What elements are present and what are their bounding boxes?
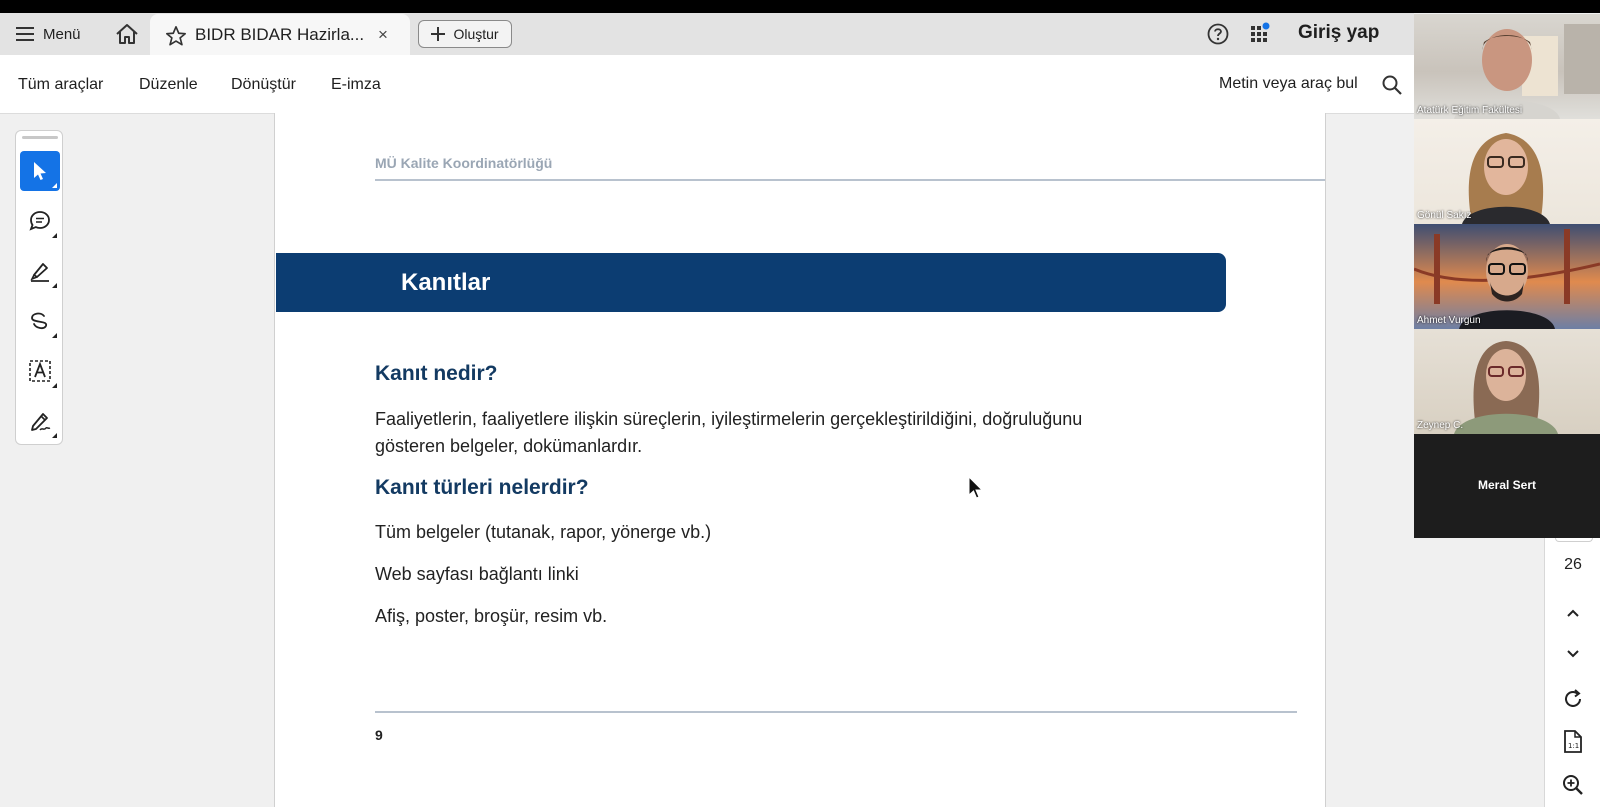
create-button[interactable] xyxy=(418,20,512,48)
participant-name: Gönül Sakız xyxy=(1417,210,1472,221)
draw-tool-button[interactable] xyxy=(20,301,60,341)
menu-convert[interactable]: Dönüştür xyxy=(231,76,296,93)
star-icon[interactable] xyxy=(165,25,187,47)
zoom-in-button[interactable] xyxy=(1561,773,1585,797)
paragraph-line-2: gösteren belgeler, dokümanlardır. xyxy=(375,436,643,456)
list-item: Web sayfası bağlantı linki xyxy=(375,564,579,584)
next-page-button[interactable] xyxy=(1561,642,1585,666)
menu-edit[interactable]: Düzenle xyxy=(139,76,198,93)
page-number: 9 xyxy=(375,727,383,743)
help-icon[interactable] xyxy=(1207,23,1229,45)
chevron-up-icon xyxy=(1566,608,1580,618)
comment-icon xyxy=(29,210,51,232)
menu-all-tools[interactable]: Tüm araçlar xyxy=(18,76,104,93)
more-options-indicator xyxy=(52,333,57,338)
more-options-indicator xyxy=(52,383,57,388)
zoom-in-icon xyxy=(1562,774,1584,796)
participant-video xyxy=(1414,14,1600,119)
actual-size-button[interactable] xyxy=(1561,730,1585,754)
apps-grid-icon[interactable] xyxy=(1249,22,1273,46)
pdf-page xyxy=(274,113,1326,807)
highlighter-icon xyxy=(29,260,51,282)
hamburger-icon xyxy=(16,26,34,42)
right-page-rail xyxy=(1544,535,1600,807)
search-tools-label[interactable]: Metin veya araç bul xyxy=(1219,75,1358,92)
participant-video xyxy=(1414,224,1600,329)
create-label: Oluştur xyxy=(453,26,499,42)
previous-page-button[interactable] xyxy=(1561,601,1585,625)
sign-in-button[interactable]: Giriş yap xyxy=(1298,22,1380,43)
question-heading-1: Kanıt nedir? xyxy=(375,362,498,385)
footer-divider xyxy=(375,711,1297,713)
home-icon xyxy=(115,23,139,45)
more-options-indicator xyxy=(52,233,57,238)
tab-bar xyxy=(0,13,1414,55)
quick-tools-panel xyxy=(15,130,63,445)
list-item: Afiş, poster, broşür, resim vb. xyxy=(375,606,608,626)
participant-name: Ahmet Vurgun xyxy=(1417,315,1481,326)
refresh-icon xyxy=(1562,688,1584,710)
tab-title: BIDR BIDAR Hazirla... xyxy=(195,25,365,44)
participant-name: Zeynep C. xyxy=(1417,420,1464,431)
video-tile-4[interactable] xyxy=(1414,329,1600,434)
paragraph-line-1: Faaliyetlerin, faaliyetlere ilişkin süreçlerin, iyileştirmelerin gerçekleştirildiğini, doğruluğunu xyxy=(375,409,1083,429)
freehand-draw-icon xyxy=(29,310,51,332)
comment-tool-button[interactable] xyxy=(20,201,60,241)
menu-label: Menü xyxy=(43,25,81,43)
more-options-indicator xyxy=(52,433,57,438)
document-tab[interactable] xyxy=(150,14,410,55)
drag-handle[interactable] xyxy=(22,136,58,139)
banner-title: Kanıtlar xyxy=(401,269,491,296)
participant-name: Atatürk Eğitim Fakültesi xyxy=(1417,105,1523,116)
page-header-text: MÜ Kalite Koordinatörlüğü xyxy=(375,155,553,171)
question-heading-2: Kanıt türleri nelerdir? xyxy=(375,476,589,499)
participant-video xyxy=(1414,119,1600,224)
pointer-icon xyxy=(32,161,48,181)
rotate-button[interactable] xyxy=(1561,687,1585,711)
search-icon[interactable] xyxy=(1382,75,1402,95)
section-banner xyxy=(276,253,1226,312)
video-tile-1[interactable] xyxy=(1414,14,1600,119)
participant-video xyxy=(1414,329,1600,434)
participant-name: Meral Sert xyxy=(1477,478,1537,492)
chevron-down-icon xyxy=(1566,649,1580,659)
plus-icon xyxy=(431,27,445,41)
text-select-tool-button[interactable] xyxy=(20,351,60,391)
highlight-tool-button[interactable] xyxy=(20,251,60,291)
menu-button[interactable] xyxy=(16,23,81,45)
select-tool-button[interactable] xyxy=(20,151,60,191)
menu-e-sign[interactable]: E-imza xyxy=(331,76,381,93)
svg-text:1:1: 1:1 xyxy=(1568,742,1580,750)
pen-sign-icon xyxy=(28,409,52,433)
mouse-cursor-icon xyxy=(968,476,984,500)
close-tab-icon[interactable]: × xyxy=(378,25,388,44)
top-black-strip xyxy=(0,0,1600,13)
header-divider xyxy=(375,179,1325,181)
list-item: Tüm belgeler (tutanak, rapor, yönerge vb.) xyxy=(375,522,712,542)
page-fit-icon xyxy=(1562,730,1584,754)
video-tile-3[interactable] xyxy=(1414,224,1600,329)
more-options-indicator xyxy=(52,283,57,288)
video-tile-2[interactable] xyxy=(1414,119,1600,224)
more-options-indicator xyxy=(52,183,57,188)
page-count: 26 xyxy=(1564,556,1582,573)
video-tile-5[interactable] xyxy=(1414,434,1600,538)
sign-tool-button[interactable] xyxy=(20,401,60,441)
main-toolbar xyxy=(0,55,1414,114)
home-button[interactable] xyxy=(114,21,140,47)
text-box-icon xyxy=(28,359,52,383)
